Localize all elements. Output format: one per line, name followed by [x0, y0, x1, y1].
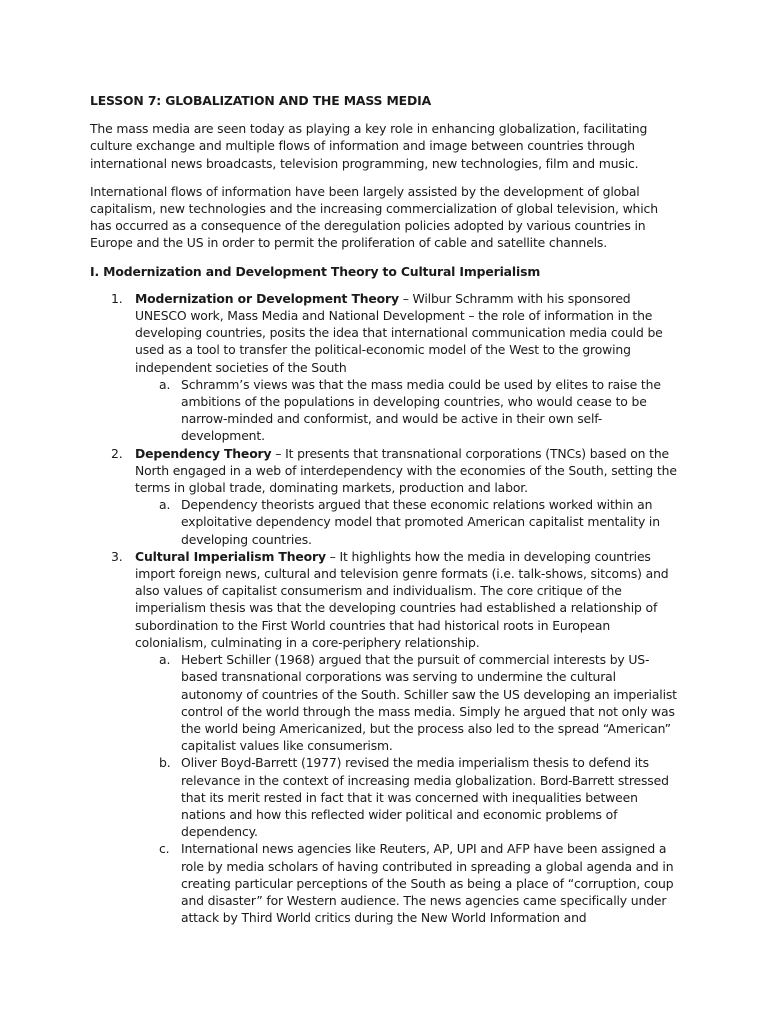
list-number: 1. — [111, 290, 123, 306]
sub-list-text: Oliver Boyd-Barrett (1977) revised the media imperialism thesis to defend its relevance in the context of increasing media globalization. Bord-Barrett stressed that its merit rested in fact that it was concerned with inequalities between nations and how this reflected wider political and economic problems of dependency. — [181, 755, 669, 840]
sub-list-letter: a. — [159, 652, 171, 668]
theory-term: Cultural Imperialism Theory — [135, 548, 326, 564]
list-item — [111, 548, 680, 926]
sub-list-letter: a. — [159, 497, 171, 513]
sub-list-text: Hebert Schiller (1968) argued that the pursuit of commercial interests by US-based transnational corporations was serving to undermine the cultural autonomy of countries of the South. Schiller saw the US developing an imperialist control of the world through the mass media. Simply he argued that not only was the world being Americanized, but the process also led to the spread “American” capitalist values like consumerism. — [181, 652, 677, 754]
sub-list — [135, 496, 680, 548]
sub-list-item — [159, 376, 680, 445]
sub-list-letter: b. — [159, 755, 171, 771]
list-item — [111, 445, 680, 548]
theory-term: Dependency Theory — [135, 445, 272, 461]
sub-list-text: Schramm’s views was that the mass media could be used by elites to raise the ambitions of the populations in developing countries, who would cease to be narrow-minded and conformist, and would be active in their own self-development. — [181, 376, 661, 444]
intro-paragraph-1: The mass media are seen today as playing a key role in enhancing globalization, facilitating culture exchange and multiple flows of information and image between countries through international news broadcasts, television programming, new technologies, film and music. — [90, 121, 648, 171]
sub-list-text: Dependency theorists argued that these economic relations worked within an exploitative dependency model that promoted American capitalist mentality in developing countries. — [181, 497, 660, 547]
section-heading: I. Modernization and Development Theory to Cultural Imperialism — [90, 263, 541, 279]
sub-list-item — [159, 651, 680, 754]
list-item — [111, 290, 680, 445]
sub-list-letter: a. — [159, 376, 171, 392]
page-title: LESSON 7: GLOBALIZATION AND THE MASS MEDIA — [90, 93, 432, 108]
theory-description: – It presents that transnational corporations (TNCs) based on the North engaged in a web of interdependency with the economies of the South, setting the terms in global trade, dominating markets, production and labor. — [135, 445, 677, 496]
sub-list-item — [159, 496, 680, 548]
sub-list — [135, 376, 680, 445]
intro-paragraph-2: International flows of information have been largely assisted by the development of global capitalism, new technologies and the increasing commercialization of global television, which has occurred as a consequence of the deregulation policies adopted by various countries in Europe and the US in order to permit the proliferation of cable and satellite channels. — [90, 183, 658, 251]
list-number: 3. — [111, 548, 123, 564]
theory-term: Modernization or Development Theory — [135, 290, 399, 306]
sub-list-item — [159, 840, 680, 926]
sub-list — [135, 651, 680, 926]
list-number: 2. — [111, 445, 123, 461]
sub-list-item — [159, 754, 680, 840]
sub-list-text: International news agencies like Reuters, AP, UPI and AFP have been assigned a role by media scholars of having contributed in spreading a global agenda and in creating particular perceptions of the South as being a place of “corruption, coup and disaster” for Western audience. The news agencies came specifically under attack by Third World critics during the New World Information and — [181, 841, 674, 926]
theory-description: – Wilbur Schramm with his sponsored UNESCO work, Mass Media and National Development – the role of information in the developing countries, posits the idea that international communication media could be used as a tool to transfer the political-economic model of the West to the growing independent societies of the South — [135, 290, 663, 375]
theory-list — [90, 290, 680, 927]
sub-list-letter: c. — [159, 841, 170, 857]
theory-description: – It highlights how the media in developing countries import foreign news, cultural and television genre formats (i.e. talk-shows, sitcoms) and also values of capitalist consumerism and individualism. The core critique of the imperialism thesis was that the developing countries had established a relationship of subordination to the First World countries that had historical roots in European colonialism, culminating in a core-periphery relationship. — [135, 548, 669, 650]
